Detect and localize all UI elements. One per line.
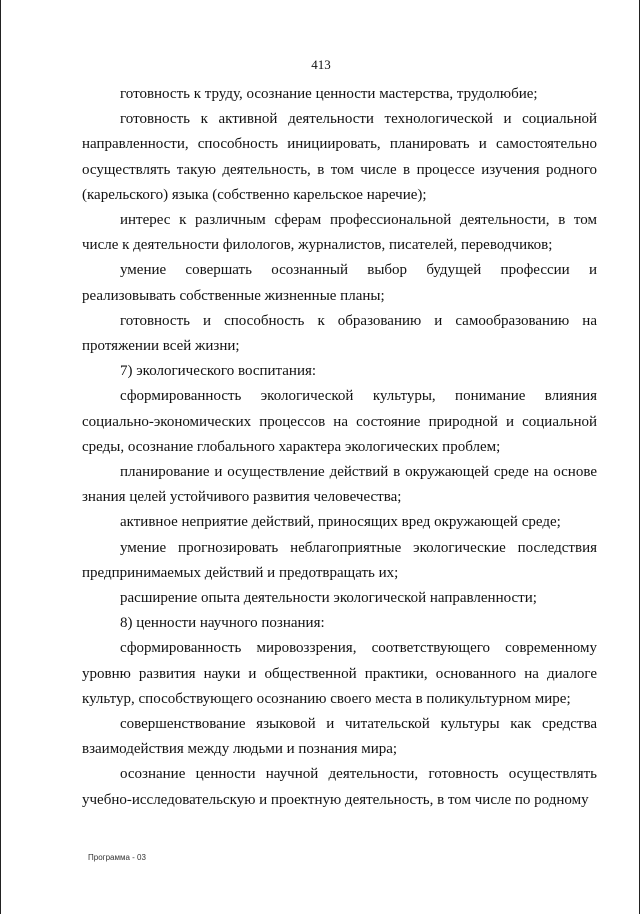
page-number: 413 bbox=[311, 57, 331, 72]
paragraph: готовность и способность к образованию и самообразованию на протяжении всей жизни; bbox=[82, 312, 597, 355]
body-text bbox=[82, 82, 597, 813]
paragraph: совершенствование языковой и читательской культуры как средства взаимодействия между людьми и познания мира; bbox=[82, 716, 597, 758]
section-heading: 8) ценности научного познания: bbox=[120, 615, 325, 632]
section-heading: 7) экологического воспитания: bbox=[120, 363, 317, 380]
paragraph: умение прогнозировать неблагоприятные экологические последствия предпринимаемых действий и предотвращать их; bbox=[82, 539, 597, 581]
paragraph: планирование и осуществление действий в окружающей среде на основе знания целей устойчивого развития человечества; bbox=[82, 464, 597, 506]
paragraph: расширение опыта деятельности экологической направленности; bbox=[120, 590, 537, 607]
footer-label: Программа - 03 bbox=[88, 853, 146, 862]
paragraph: готовность к труду, осознание ценности мастерства, трудолюбие; bbox=[120, 86, 538, 102]
paragraph: умение совершать осознанный выбор будущей профессии и реализовывать собственные жизненные планы; bbox=[82, 262, 597, 304]
paragraph: интерес к различным сферам профессиональной деятельности, в том числе к деятельности филологов, журналистов, писателей, переводчиков; bbox=[82, 212, 597, 254]
paragraph: сформированность экологической культуры, понимание влияния социально-экономических процессов на состояние природной и социальной среды, осознание глобального характера экологических проблем; bbox=[82, 388, 597, 455]
paragraph: осознание ценности научной деятельности, готовность осуществлять учебно-исследовательскую и проектную деятельность, в том числе по родному bbox=[82, 766, 597, 808]
paragraph: сформированность мировоззрения, соответствующего современному уровню развития науки и общественной практики, основанного на диалоге культур, способствующего осознанию своего места в поликультурном мире; bbox=[82, 640, 597, 707]
paragraph: готовность к активной деятельности технологической и социальной направленности, способность инициировать, планировать и самостоятельно осуществлять такую деятельность, в том числе в процессе изучения родного (карельского) языка (собственно карельское наречие); bbox=[82, 111, 597, 203]
paragraph: активное неприятие действий, приносящих вред окружающей среде; bbox=[120, 514, 561, 531]
